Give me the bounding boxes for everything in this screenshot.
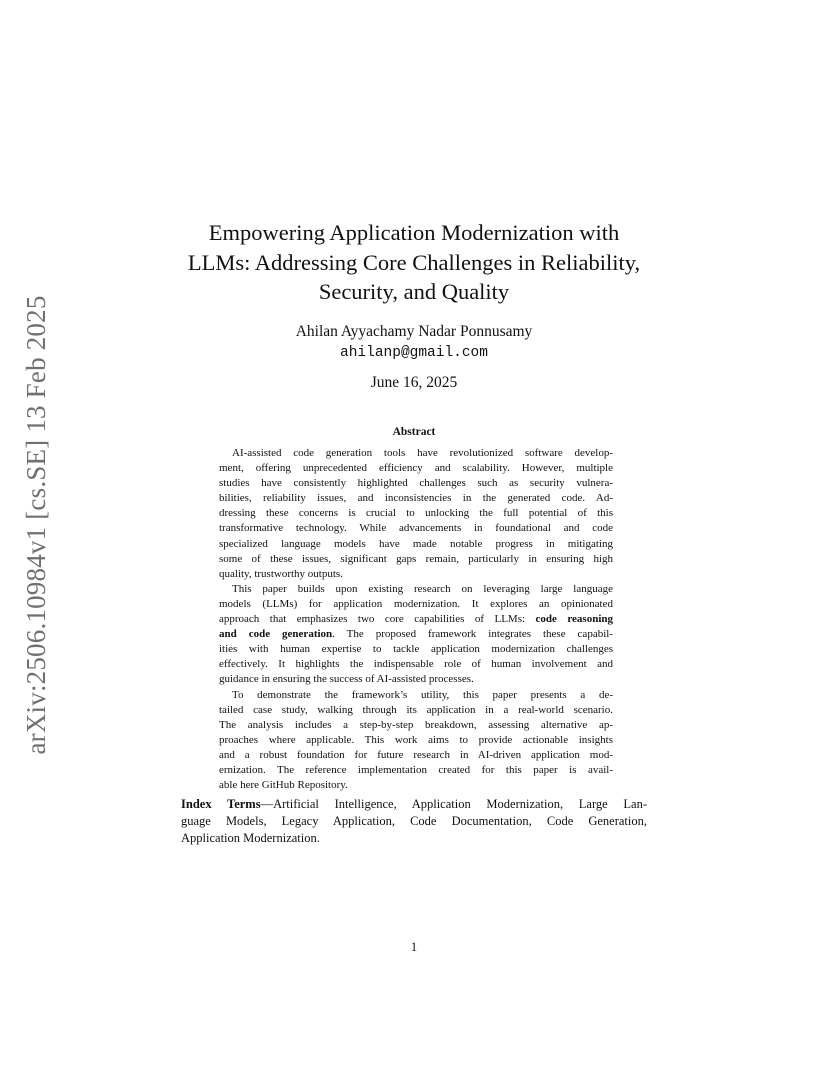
bold-term-code-reasoning: code reasoning bbox=[535, 613, 613, 626]
abstract-line: models (LLMs) for application modernization. It explores an opinionated bbox=[219, 597, 613, 610]
abstract-text: approach that emphasizes two core capabilities of LLMs: bbox=[219, 613, 536, 626]
abstract-line: The analysis includes a step-by-step breakdown, assessing alternative ap- bbox=[219, 718, 613, 731]
author-email[interactable]: ahilanp@gmail.com bbox=[340, 345, 488, 361]
abstract-text: . The proposed framework integrates these capabil- bbox=[332, 628, 613, 641]
paper-date: June 16, 2025 bbox=[370, 374, 458, 391]
abstract-line: ities with human expertise to tackle application modernization challenges bbox=[219, 643, 613, 656]
arxiv-side-stamp: arXiv:2506.10984v1 [cs.SE] 13 Feb 2025 bbox=[21, 295, 51, 755]
index-terms bbox=[181, 796, 647, 846]
abstract-line: This paper builds upon existing research on leveraging large language bbox=[232, 582, 613, 595]
abstract-line bbox=[219, 612, 613, 627]
title-line: LLMs: Addressing Core Challenges in Reliability, bbox=[187, 249, 641, 275]
index-terms-label: Index Terms bbox=[181, 797, 261, 811]
abstract-line: To demonstrate the framework’s utility, this paper presents a de- bbox=[232, 688, 613, 701]
abstract-line: dressing these concerns is crucial to unlocking the full potential of this bbox=[219, 507, 613, 520]
abstract-body bbox=[219, 446, 613, 793]
abstract-line: proaches where applicable. This work aims to provide actionable insights bbox=[219, 733, 613, 746]
index-terms-text: —Artificial Intelligence, Application Modernization, Large Lan- bbox=[260, 797, 647, 811]
author-name: Ahilan Ayyachamy Nadar Ponnusamy bbox=[295, 323, 533, 340]
abstract-line: AI-assisted code generation tools have revolutionized software develop- bbox=[232, 447, 613, 459]
abstract-line: ment, offering unprecedented efficiency and scalability. However, multiple bbox=[219, 462, 613, 475]
abstract-line: quality, trustworthy outputs. bbox=[219, 567, 343, 580]
abstract-line: guidance in ensuring the success of AI-assisted processes. bbox=[219, 673, 474, 686]
paper-title bbox=[140, 218, 688, 307]
abstract-line: transformative technology. While advancements in foundational and code bbox=[219, 522, 613, 535]
bold-term-code-generation: and code generation bbox=[219, 628, 333, 641]
page-number: 1 bbox=[410, 940, 418, 954]
abstract-line: some of these issues, significant gaps remain, particularly in ensuring high bbox=[219, 552, 613, 565]
abstract-heading: Abstract bbox=[392, 426, 436, 438]
index-terms-line bbox=[181, 796, 647, 813]
index-terms-line: guage Models, Legacy Application, Code Documentation, Code Generation, bbox=[181, 813, 647, 828]
abstract-line: studies have consistently highlighted challenges such as security vulnera- bbox=[219, 477, 613, 490]
abstract-line: specialized language models have made notable progress in mitigating bbox=[219, 537, 613, 550]
abstract-line: effectively. It highlights the indispensable role of human involvement and bbox=[219, 658, 613, 671]
abstract-line: bilities, reliability issues, and inconsistencies in the generated code. Ad- bbox=[219, 492, 613, 505]
abstract-line bbox=[219, 627, 613, 642]
abstract-line: ernization. The reference implementation created for this paper is avail- bbox=[219, 763, 613, 776]
title-line: Security, and Quality bbox=[318, 279, 510, 304]
title-line: Empowering Application Modernization with bbox=[208, 220, 620, 245]
abstract-line: tailed case study, walking through its application in a real-world scenario. bbox=[219, 703, 613, 716]
abstract-line: able here GitHub Repository. bbox=[219, 779, 348, 792]
index-terms-line: Application Modernization. bbox=[181, 830, 320, 845]
abstract-line: and a robust foundation for future research in AI-driven application mod- bbox=[219, 748, 613, 761]
